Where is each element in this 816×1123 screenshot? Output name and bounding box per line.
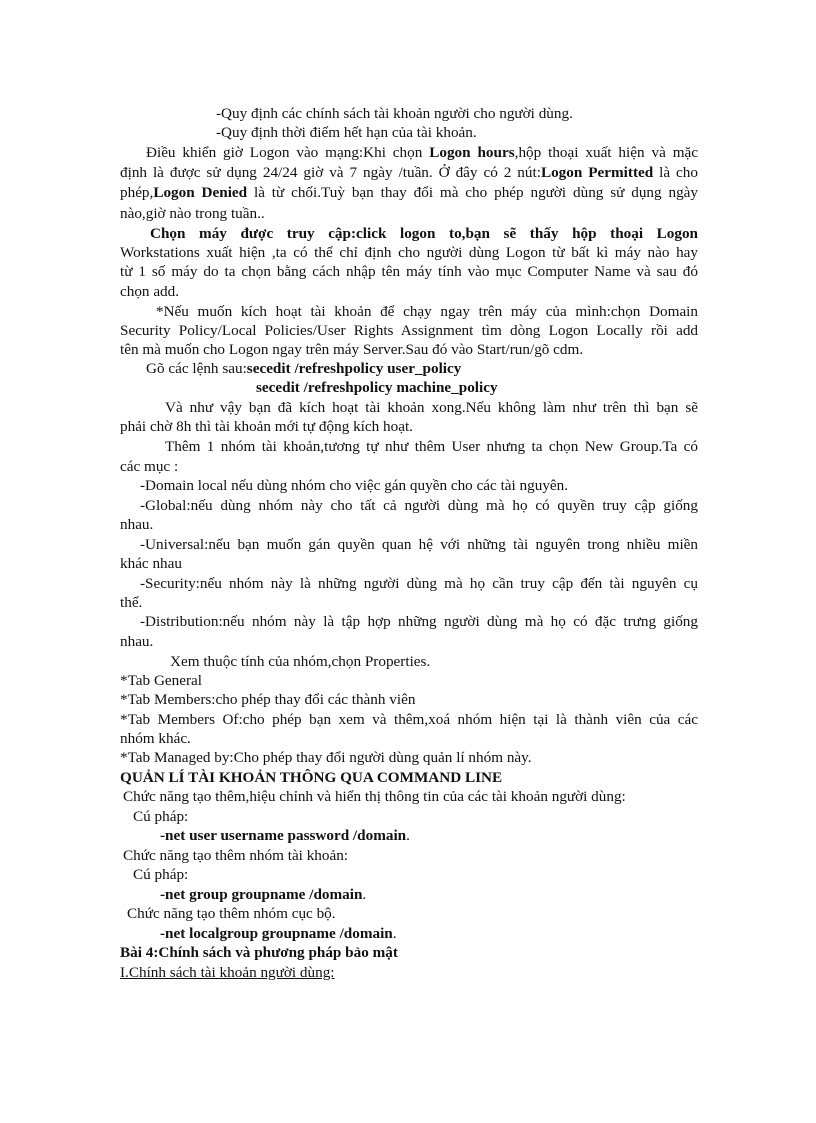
logon-hours-line-3: phép,Logon Denied là từ chối.Tuỳ bạn thay đổi mà cho phép người dùng sử dụng ngày	[120, 184, 698, 201]
done-line-1: Và như vậy bạn đã kích hoạt tài khoản xong.Nếu không làm như trên thì bạn sẽ	[165, 399, 698, 416]
policy-item: -Quy định thời điểm hết hạn của tài khoản.	[216, 124, 477, 141]
net-group-command: -net group groupname /domain.	[160, 886, 367, 903]
cmdline-heading: QUẢN LÍ TÀI KHOẢN THÔNG QUA COMMAND LINE	[120, 769, 503, 786]
scope-security-cont: thể.	[120, 594, 143, 611]
workstations-heading: Chọn máy được truy cập:click logon to,bạn sẽ thấy hộp thoại Logon	[150, 225, 698, 242]
group-line-1: Thêm 1 nhóm tài khoản,tương tự như thêm User nhưng ta chọn New Group.Ta có	[165, 438, 698, 455]
lesson-heading: Bài 4:Chính sách và phương pháp bảo mật	[120, 944, 398, 961]
syntax-label: Cú pháp:	[133, 808, 189, 825]
logon-hours-line-1: Điều khiển giờ Logon vào mạng:Khi chọn Logon hours,hộp thoại xuất hiện và mặc	[146, 144, 698, 161]
properties-line: Xem thuộc tính của nhóm,chọn Properties.	[170, 653, 431, 670]
group-line-2: các mục :	[120, 458, 179, 475]
scope-distribution-cont: nhau.	[120, 633, 154, 650]
cmdline-user-desc: Chức năng tạo thêm,hiệu chỉnh và hiển thị thông tin của các tài khoản người dùng:	[123, 788, 626, 805]
logon-hours-line-2: định là được sử dụng 24/24 giờ và 7 ngày /tuần. Ở đây có 2 nút:Logon Permitted là cho	[120, 164, 698, 181]
activate-line-1: *Nếu muốn kích hoạt tài khoản để chạy ngay trên máy của mình:chọn Domain	[156, 303, 698, 320]
commands-line-2: secedit /refreshpolicy machine_policy	[256, 379, 498, 396]
cmdline-group-desc: Chức năng tạo thêm nhóm tài khoản:	[123, 847, 349, 864]
scope-universal-cont: khác nhau	[120, 555, 182, 572]
scope-global-cont: nhau.	[120, 516, 154, 533]
scope-universal: -Universal:nếu bạn muốn gán quyền quan hệ với những tài nguyên trong nhiều miền	[140, 536, 698, 553]
tab-members-of-line: *Tab Members Of:cho phép bạn xem và thêm,xoá nhóm hiện tại là thành viên của các	[120, 711, 698, 728]
activate-line-2: Security Policy/Local Policies/User Rights Assignment tìm dòng Logon Locally rồi add	[120, 322, 698, 339]
scope-global: -Global:nếu dùng nhóm này cho tất cả người dùng mà họ có quyền truy cập giống	[140, 497, 698, 514]
workstations-line-2: Workstations xuất hiện ,ta có thể chỉ định cho người dùng Logon từ bất kì máy nào hay	[120, 244, 698, 261]
cmdline-local-desc: Chức năng tạo thêm nhóm cục bộ.	[127, 905, 336, 922]
scope-security: -Security:nếu nhóm này là những người dùng mà họ cần truy cập đến tài nguyên cụ	[140, 575, 698, 592]
scope-domain-local: -Domain local nếu dùng nhóm cho việc gán quyền cho các tài nguyên.	[140, 477, 569, 494]
syntax-label: Cú pháp:	[133, 866, 189, 883]
tab-members-line: *Tab Members:cho phép thay đổi các thành viên	[120, 691, 416, 708]
done-line-2: phải chờ 8h thì tài khoản mới tự động kích hoạt.	[120, 418, 413, 435]
workstations-line-4: chọn add.	[120, 283, 180, 300]
commands-line-1: Gõ các lệnh sau:secedit /refreshpolicy user_policy	[146, 360, 462, 377]
section-heading: I.Chính sách tài khoản người dùng:	[120, 964, 335, 981]
tab-general-line: *Tab General	[120, 672, 203, 689]
tab-managed-by-line: *Tab Managed by:Cho phép thay đổi người dùng quản lí nhóm này.	[120, 749, 532, 766]
workstations-line-3: từ 1 số máy do ta chọn bằng cách nhập tên máy tính vào mục Computer Name và sau đó	[120, 263, 698, 280]
net-localgroup-command: -net localgroup groupname /domain.	[160, 925, 397, 942]
policy-item: -Quy định các chính sách tài khoản người cho người dùng.	[216, 105, 573, 122]
scope-distribution: -Distribution:nếu nhóm này là tập hợp những người dùng mà họ có đặc trưng giống	[140, 613, 698, 630]
tab-members-of-cont: nhóm khác.	[120, 730, 191, 747]
logon-hours-line-4: nào,giờ nào trong tuần..	[120, 205, 265, 222]
activate-line-3: tên mà muốn cho Logon ngay trên máy Server.Sau đó vào Start/run/gõ cdm.	[120, 341, 584, 358]
net-user-command: -net user username password /domain.	[160, 827, 410, 844]
